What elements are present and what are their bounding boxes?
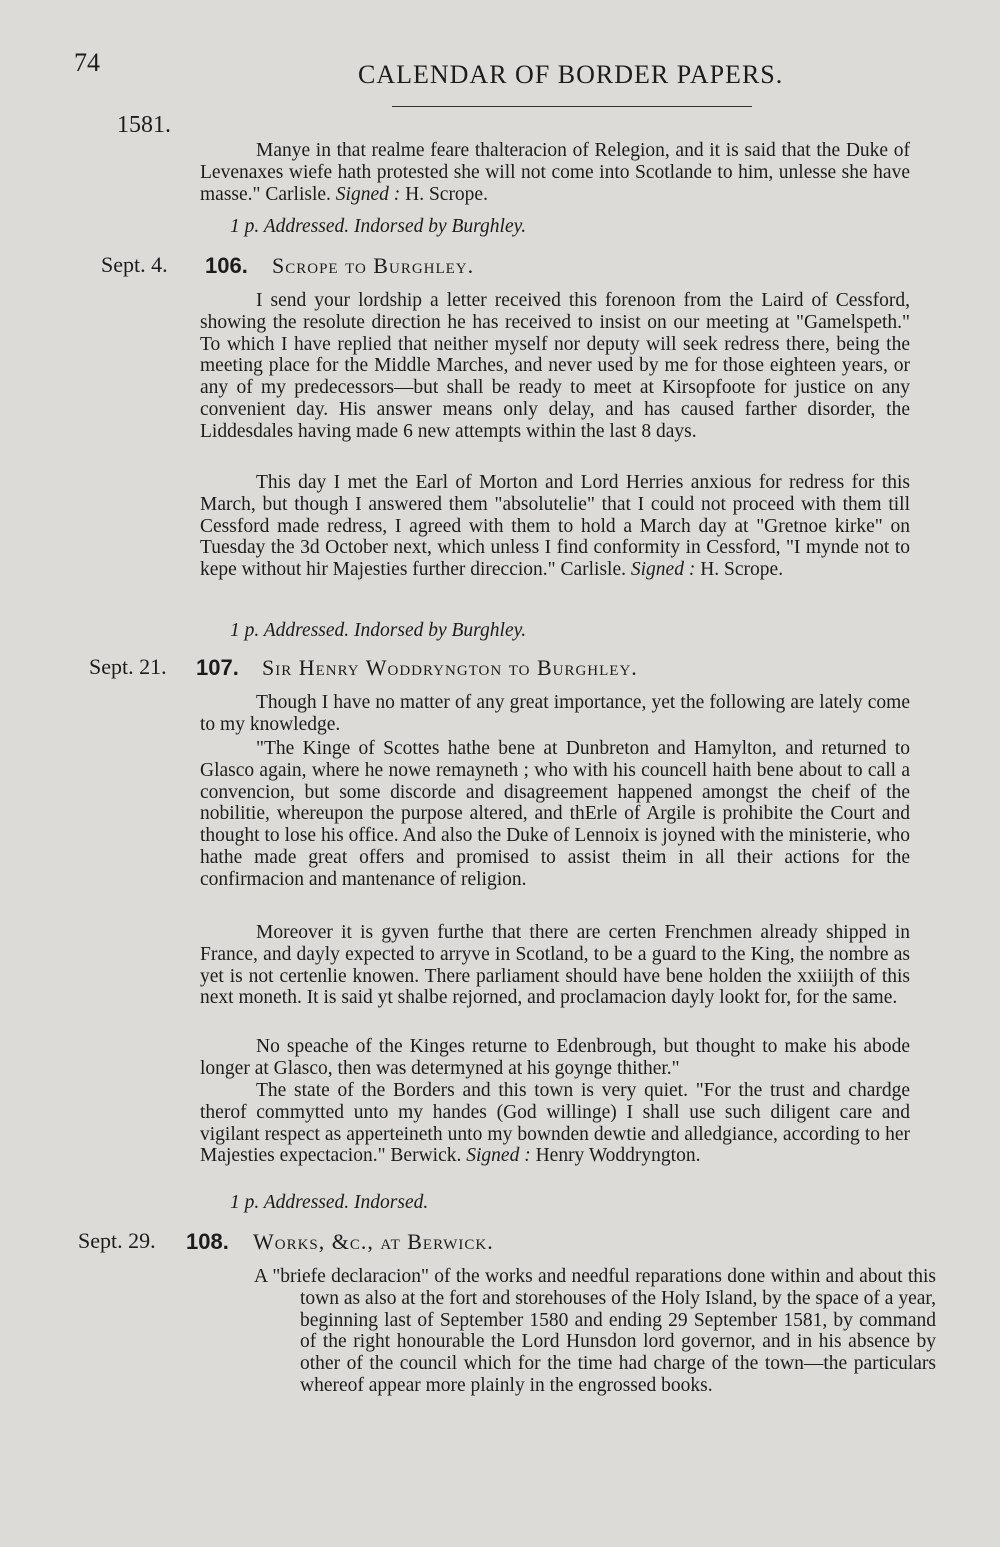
entry-paragraph: This day I met the Earl of Morton and Lord Herries anxious for redress for this March, but though I answered them "absolutelie" that I could not proceed with them till Cessford made redress, I agreed with them to hold a March day at "Gretnoe kirke" on Tuesday the 3d October next, which unless I find conformity in Cessford, "I mynde not to kepe without hir Majesties further direccion." Carlisle. Signed : H. Scrope. (200, 472, 910, 581)
header-rule (392, 106, 752, 107)
entry-paragraph: I send your lordship a letter received this forenoon from the Laird of Cessford, showing the resolute direction he has received to insist on our meeting at "Gamelspeth." To which I have replied that neither myself nor deputy will seek redress there, being the meeting place for the Middle Marches, and never used by me for those eighteen years, or any of my predecessors—but shall be ready to meet at Kirsopfoote for justice on any convenient day. His answer means only delay, and has caused farther disorder, the Liddesdales having made 6 new attempts within the last 8 days. (200, 290, 910, 442)
entry-date: Sept. 29. (78, 1228, 156, 1253)
entry-number: 108. (186, 1229, 229, 1254)
entry-note: 1 p. Addressed. Indorsed. (230, 1192, 429, 1213)
entry-paragraph: A "briefe declaracion" of the works and needful reparations done within and about this town as also at the fort and storehouses of the Holy Island, by the space of a year, beginning last of September 1580 and ending 29 September 1581, by command of the right honourable the Lord Hunsdon lord governor, and in his absence by other of the council which for the time had charge of the town—the particulars whereof appear more plainly in the engrossed books. (254, 1266, 936, 1397)
entry-paragraph: "The Kinge of Scottes hathe bene at Dunbreton and Hamylton, and returned to Glasco again, where he nowe remayneth ; who with his councell haith bene about to call a convencion, but some discorde and disagreement happened amongst the cheif of the nobilitie, whereupon the purpose altered, and thErle of Argile is prohibite the Court and thought to lose his office. And also the Duke of Lennoix is joyned with the ministerie, who hathe made great offers and promised to assist theim in all their actions for the confirmacion and mantenance of religion. (200, 738, 910, 890)
entry-paragraph: No speache of the Kinges returne to Edenbrough, but thought to make his abode longer at Glasco, then was determyned at his goynge thither." (200, 1036, 910, 1079)
entry-title: Sir Henry Woddryngton to Burghley. (262, 655, 638, 680)
entry-number: 107. (196, 655, 239, 680)
entry-paragraph: Though I have no matter of any great importance, yet the following are lately come to my knowledge. (200, 692, 910, 735)
entry-date: Sept. 4. (101, 252, 168, 277)
entry-note: 1 p. Addressed. Indorsed by Burghley. (230, 620, 527, 641)
entry-paragraph: Moreover it is gyven furthe that there are certen Frenchmen already shipped in France, and dayly expected to arryve in Scotland, to be a guard to the King, the nombre as yet is not certenlie knowen. There parliament should have bene holden the xxiiijth of this next moneth. It is said yt shalbe rejorned, and proclamacion dayly lookt for, for the same. (200, 922, 910, 1009)
entry-paragraph: The state of the Borders and this town is very quiet. "For the trust and chardge therof commytted unto my handes (God willinge) I shall use such diligent care and vigilant respect as apperteineth unto my bownden dewtie and alledgiance, according to her Majesties expectacion." Berwick. Signed : Henry Woddryngton. (200, 1080, 910, 1167)
year-marker: 1581. (117, 112, 171, 138)
entry-number: 106. (205, 253, 248, 278)
entry-title: Scrope to Burghley. (272, 253, 475, 278)
page-number: 74 (74, 48, 100, 77)
entry-date: Sept. 21. (89, 654, 167, 679)
running-title: CALENDAR OF BORDER PAPERS. (358, 60, 784, 89)
entry-title: Works, &c., at Berwick. (253, 1229, 494, 1254)
continuation-note: 1 p. Addressed. Indorsed by Burghley. (230, 216, 527, 237)
continuation-paragraph: Manye in that realme feare thalteracion of Relegion, and it is said that the Duke of Levenaxes wiefe hath protested she will not come into Scotlande to him, unlesse she have masse." Carlisle. Signed : H. Scrope. (200, 140, 910, 205)
